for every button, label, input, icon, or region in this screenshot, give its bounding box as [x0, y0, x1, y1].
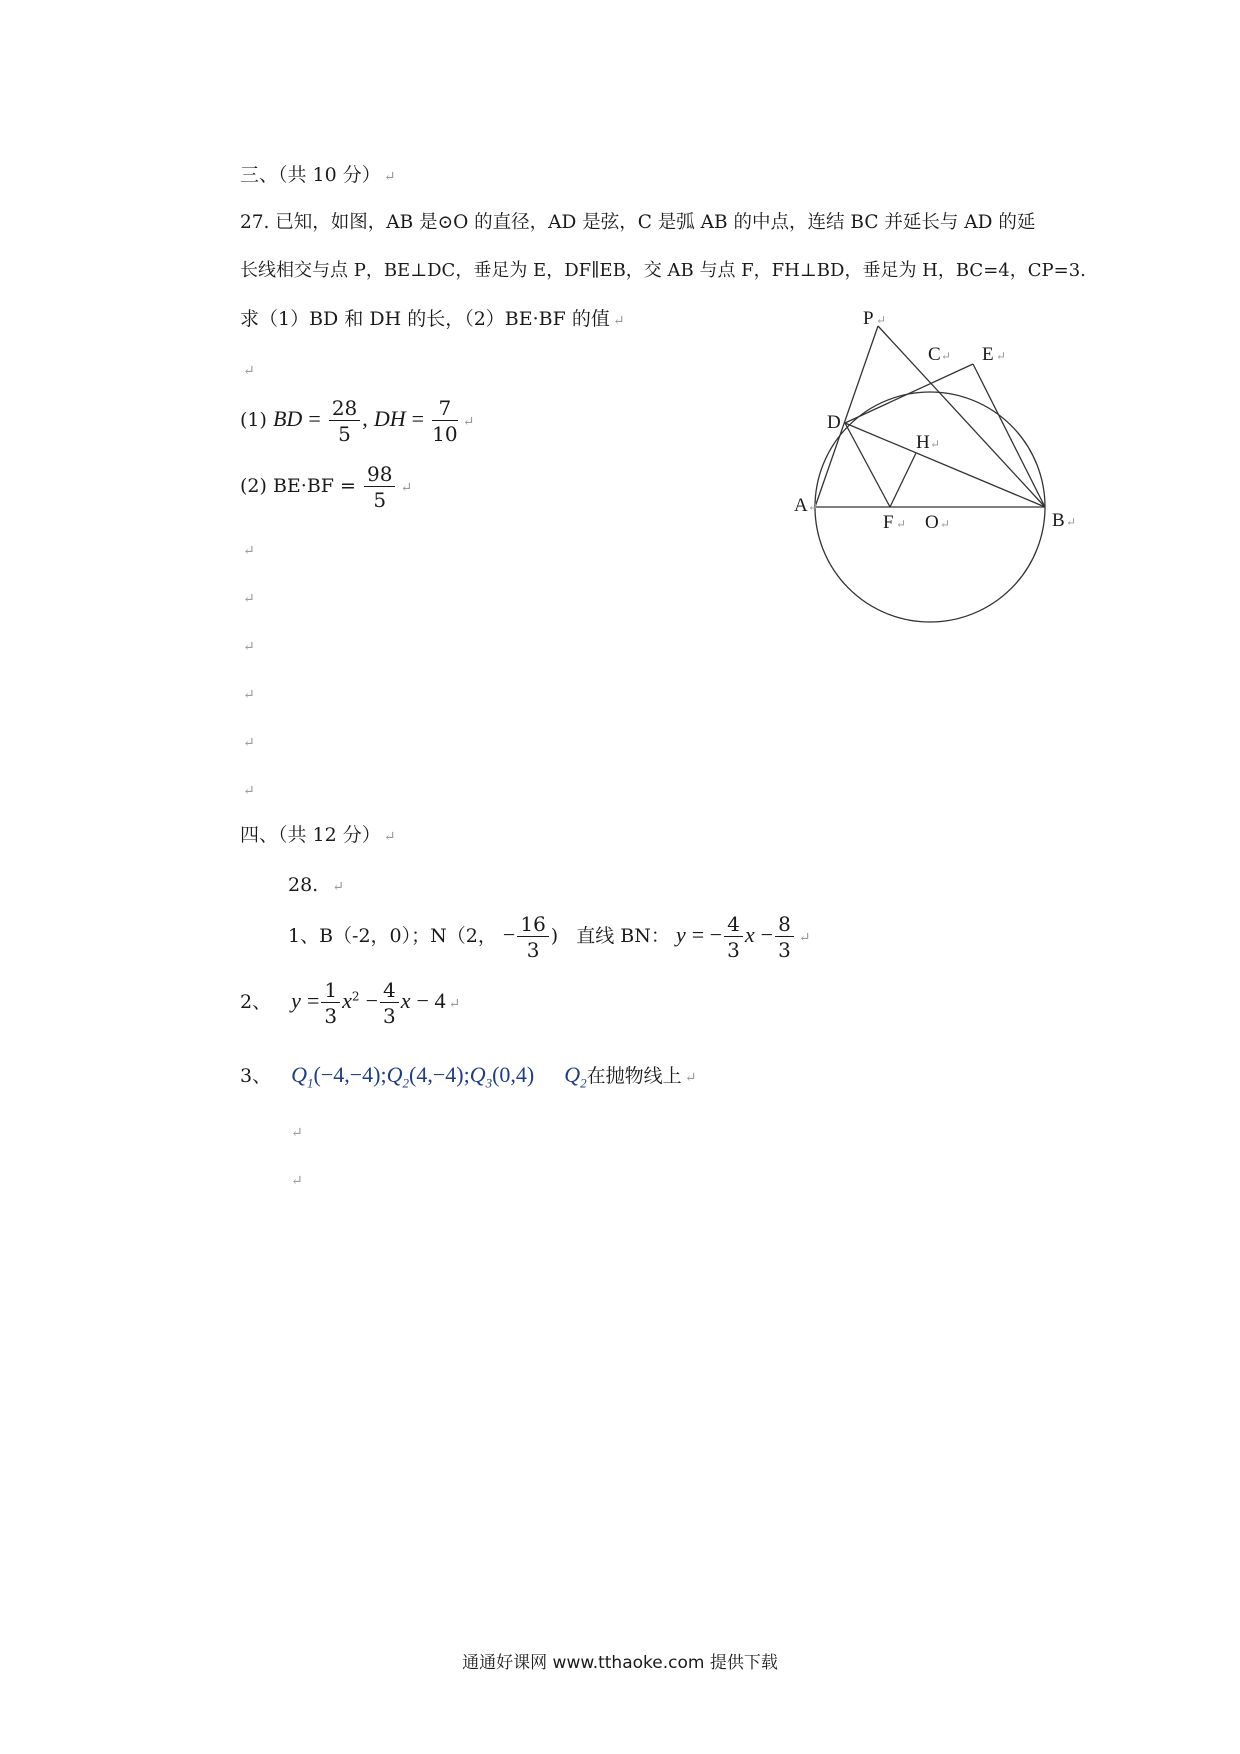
problem-27-line-2: 长线相交与点 P，BE⊥DC，垂足为 E，DF∥EB，交 AB 与点 F，FH⊥BD，垂足为 H，BC=4，CP=3.: [240, 260, 1086, 281]
n-y-fraction: $\frac{16}{3}$: [517, 914, 548, 960]
svg-text:↵: ↵: [896, 517, 907, 531]
line-df: [845, 423, 890, 507]
chord-db: [845, 423, 1045, 507]
a-fraction: $\frac{1}{3}$: [321, 980, 340, 1026]
svg-text:↵: ↵: [876, 313, 887, 327]
label-h: H: [916, 432, 930, 453]
blank-paragraph: ↵: [243, 639, 255, 655]
line-ap: [815, 326, 878, 507]
svg-text:↵: ↵: [1066, 515, 1077, 529]
blank-paragraph: ↵: [243, 783, 255, 799]
label-o: O: [925, 512, 939, 533]
dh-fraction: $\frac{7}{10}$: [432, 396, 458, 446]
bd-fraction: $\frac{28}{5}$: [329, 398, 360, 444]
geometry-figure: [790, 310, 1120, 630]
label-p: P: [863, 310, 874, 329]
blank-paragraph: ↵: [243, 687, 255, 703]
label-f: F: [883, 512, 894, 533]
answer-28-1: 1、B（-2，0）；N（2， − $\frac{16}{3}$ ) 直线 BN： y = − $\frac{4}{3}$ x − $\frac{8}{3}$ ↵: [288, 912, 811, 962]
line-de: [845, 364, 973, 423]
answer-28-3: 3、 $Q_1(-4,-4);Q_2(4,-4);Q_3(0,4)$ $Q_2$在抛物线上 ↵: [240, 1062, 697, 1091]
page-footer: 通通好课网 www.tthaoke.com 提供下载: [462, 1653, 778, 1673]
svg-text:↵: ↵: [808, 500, 819, 514]
section-3-heading: 三、（共 10 分） ↵: [240, 164, 396, 186]
svg-text:↵: ↵: [940, 517, 951, 531]
intercept-fraction: $\frac{8}{3}$: [775, 914, 794, 960]
label-c: C: [928, 344, 941, 365]
line-eb: [973, 364, 1045, 507]
label-d: D: [827, 412, 841, 433]
blank-paragraph: ↵: [243, 363, 255, 379]
label-e: E: [982, 344, 994, 365]
be-bf-fraction: $\frac{98}{5}$: [364, 464, 395, 510]
label-a: A: [794, 495, 808, 516]
slope-fraction: $\frac{4}{3}$: [724, 914, 743, 960]
label-b: B: [1052, 510, 1065, 531]
svg-text:↵: ↵: [941, 349, 952, 363]
problem-28-label: 28. ↵: [288, 874, 344, 896]
b-fraction: $\frac{4}{3}$: [380, 980, 399, 1026]
answer-27-1: (1) BD = $\frac{28}{5}$ , DH = $\frac{7}{10}$ ↵: [240, 396, 475, 446]
blank-paragraph: ↵: [243, 591, 255, 607]
problem-27-line-1: 27. 已知，如图，AB 是⊙O 的直径，AD 是弦，C 是弧 AB 的中点，连结 BC 并延长与 AD 的延: [240, 212, 1036, 233]
section-4-heading: 四、（共 12 分） ↵: [240, 824, 396, 846]
answer-28-2: 2、 y = $\frac{1}{3}$ $x^2$ − $\frac{4}{3}$ x − 4 ↵: [240, 978, 461, 1028]
svg-text:↵: ↵: [930, 437, 941, 451]
answer-27-2: (2) BE·BF = $\frac{98}{5}$ ↵: [240, 462, 413, 512]
problem-27-line-3: 求（1）BD 和 DH 的长，（2）BE·BF 的值 ↵: [240, 308, 625, 330]
blank-paragraph: ↵: [291, 1173, 303, 1189]
blank-paragraph: ↵: [291, 1125, 303, 1141]
blank-paragraph: ↵: [243, 543, 255, 559]
svg-text:↵: ↵: [996, 349, 1007, 363]
blank-paragraph: ↵: [243, 735, 255, 751]
line-fh: [890, 453, 916, 507]
